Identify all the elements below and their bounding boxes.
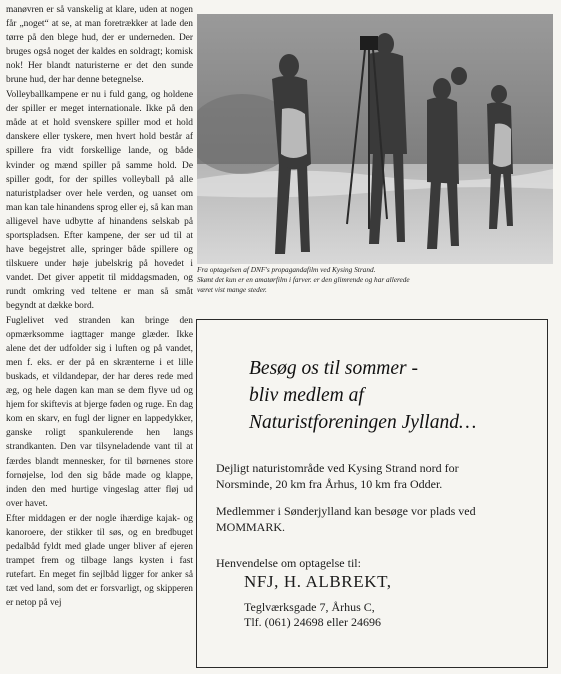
ad-headline-line: Naturistforeningen Jylland… — [249, 412, 477, 433]
ad-body-line: Dejligt naturistområde ved Kysing Strand nord for — [216, 461, 459, 475]
article-paragraph: manøvren er så vanskelig at klare, uden at nogen får „noget“ at se, at man foretrækker at lade den tørre på den blege hud, der er underneden. Der bruges også noget der kaldes en soldragt; komisk nok! Her blandt naturisterne er det den sunde brune hud, der har denne betegnelse. — [6, 5, 193, 86]
ad-body-line: MOMMARK. — [216, 520, 286, 534]
caption-line: været vist mange steder. — [197, 285, 267, 294]
article-column — [6, 3, 193, 610]
beach-photo — [197, 14, 553, 264]
ad-body-paragraph — [216, 460, 542, 492]
photo-caption — [197, 265, 553, 295]
article-paragraph: Efter middagen er der nogle ihærdige kajak- og kanoroere, der stikker til søs, og en bredbuget pedalbåd fyldt med glade unger bliver af ejeren trampet frem og tilbage langs kysten i fast rutefart. En meget fin sejlbåd ligger for anker så tæt ved land, som det er forsvarligt, og skipperen er netop på vej — [6, 513, 193, 608]
advertisement-box — [196, 319, 548, 668]
article-paragraph: Volleyballkampene er nu i fuld gang, og holdene der spiller er meget internationale. Ikke på den måde at et hold svenskere spiller mod et hold danskere eller tyskere, men hvert hold består af spillere fra vidt forskellige lande, og både kvinder og mænd spiller på samme hold. De spiller godt, for der spilles volleyball på alle naturistpladser over hele verden, og uanset om man kan tale hinandens sprog eller ej, så kan man alligevel have udbytte af hinandens selskab på sportspladsen. Efter kampene, der ser ud til at have begejstret alle, springer både spillere og tilskuere under høje jubelskrig på hovedet i vandet. Det giver appetit til middagsmaden, og rundt omkring ved teltene er man så småt begyndt at dække bord. — [6, 90, 193, 311]
ad-headline-line: Besøg os til sommer - — [249, 358, 418, 379]
contact-name: NFJ, H. ALBREKT, — [244, 572, 392, 591]
ad-headline — [249, 355, 476, 436]
ad-body — [216, 460, 542, 546]
ad-body-line: Norsminde, 20 km fra Århus, 10 km fra Odder. — [216, 477, 443, 491]
ad-body-paragraph — [216, 503, 542, 535]
contact-intro: Henvendelse om optagelse til: — [216, 556, 361, 570]
contact-address — [244, 600, 381, 630]
address-line: Teglværksgade 7, Århus C, — [244, 600, 375, 614]
caption-line: Skønt det kun er en amatørfilm i farver. er den glimrende og har allerede — [197, 275, 410, 284]
phone-line: Tlf. (061) 24698 eller 24696 — [244, 615, 381, 629]
caption-line: Fra optagelsen af DNF's propagandafilm ved Kysing Strand. — [197, 265, 376, 274]
beach-photo-image — [197, 14, 553, 264]
ad-headline-line: bliv medlem af — [249, 385, 364, 406]
ad-contact — [216, 556, 361, 571]
article-paragraph: Fuglelivet ved stranden kan bringe den opmærksomme iagttager mange glæder. Ikke alene det der udfolder sig i luften og på vandet, men f. eks. er der på en skrænterne i et lille buskads, et vildandepar, der har deres rede med æg, og hele dagen kan man se dem flyve ud og hjem for skiftevis at bjerge føden og ruge. En dag kom en skarv, en fugl der ligner en lappedykker, ganske roligt spankulerende hen langs strandkanten. Den var tilsyneladende vant til at færdes blandt mennesker, for til børnenes store fornøjelse, lod den sig både made og klappe, inden den med hurtige vingeslag atter fløj ud over havet. — [6, 316, 193, 509]
ad-body-line: Medlemmer i Sønderjylland kan besøge vor plads ved — [216, 504, 476, 518]
